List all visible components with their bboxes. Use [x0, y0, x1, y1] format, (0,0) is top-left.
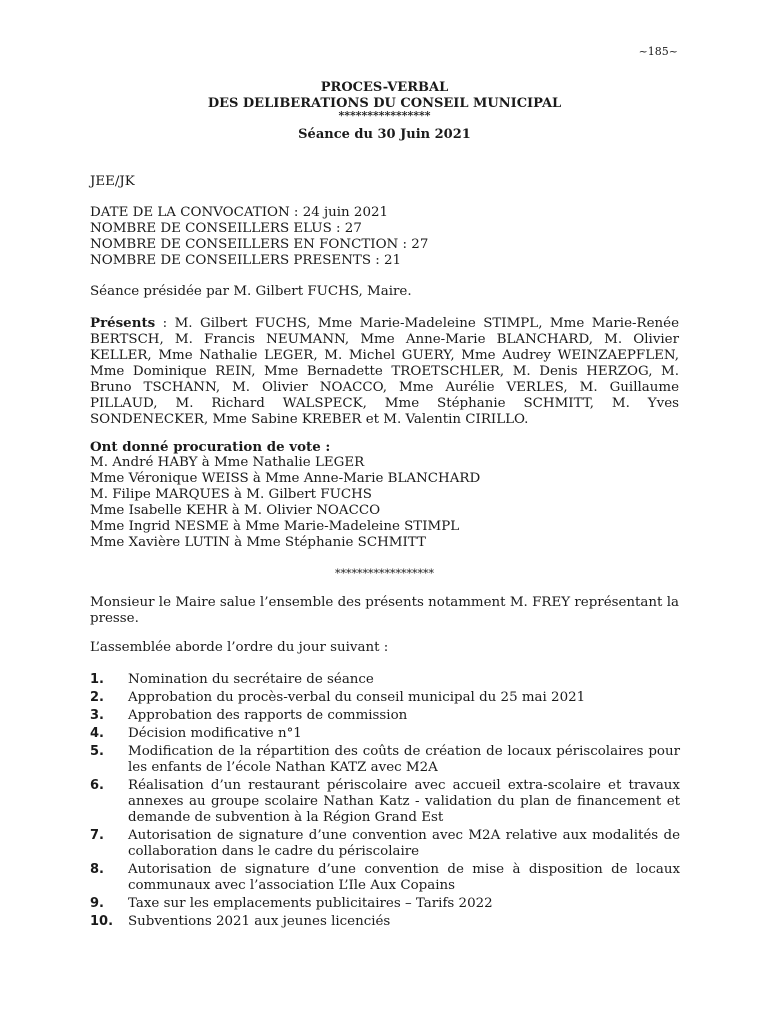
reference: JEE/JK — [90, 174, 135, 189]
agenda-item-number: 2. — [90, 690, 104, 705]
agenda-item-number: 1. — [90, 672, 104, 687]
present-count: NOMBRE DE CONSEILLERS PRESENTS : 21 — [90, 253, 402, 268]
agenda-item-text: Modification de la répartition des coûts de création de locaux périscolaires pour les enfants de l’école Nathan KATZ avec M2A — [128, 744, 680, 775]
agenda-item-text: Approbation des rapports de commission — [128, 708, 408, 723]
proxy-item: M. André HABY à Mme Nathalie LEGER — [90, 455, 365, 470]
agenda-item — [90, 828, 680, 860]
agenda-item — [90, 726, 680, 742]
agenda-item-number: 7. — [90, 828, 104, 843]
agenda-item — [90, 778, 680, 826]
presided-by: Séance présidée par M. Gilbert FUCHS, Maire. — [90, 284, 412, 299]
agenda-item-number: 3. — [90, 708, 104, 723]
agenda-item-number: 4. — [90, 726, 104, 741]
agenda-item — [90, 672, 680, 688]
agenda-item — [90, 690, 680, 706]
agenda-list — [90, 672, 680, 932]
greeting-paragraph: Monsieur le Maire salue l’ensemble des présents notamment M. FREY représentant la presse. — [90, 595, 679, 626]
agenda-item-text: Réalisation d’un restaurant périscolaire avec accueil extra-scolaire et travaux annexes au groupe scolaire Nathan Katz - validation du plan de financement et demande de subvention à la Région Grand Est — [128, 778, 680, 825]
proxy-item: Mme Isabelle KEHR à M. Olivier NOACCO — [90, 503, 381, 518]
session-date: Séance du 30 Juin 2021 — [298, 127, 471, 142]
agenda-item — [90, 744, 680, 776]
agenda-item-text: Subventions 2021 aux jeunes licenciés — [128, 914, 391, 929]
attendees-paragraph — [90, 315, 679, 428]
attendees-list: : M. Gilbert FUCHS, Mme Marie-Madeleine STIMPL, Mme Marie-Renée BERTSCH, M. Francis NEUMANN, Mme Anne-Marie BLANCHARD, M. Olivier KELLER, Mme Nathalie LEGER, M. Michel GUERY, Mme Audrey WEINZAEPFLEN, Mme Dominique REIN, Mme Bernadette TROETSCHLER, M. Denis HERZOG, M. Bruno TSCHANN, M. Olivier NOACCO, Mme Aurélie VERLES, M. Guillaume PILLAUD, M. Richard WALSPECK, Mme Stéphanie SCHMITT, M. Yves SONDENECKER, Mme Sabine KREBER et M. Valentin CIRILLO. — [90, 316, 679, 427]
section-separator: ****************** — [335, 567, 434, 580]
agenda-item-text: Autorisation de signature d’une convention avec M2A relative aux modalités de collaboration dans le cadre du périscolaire — [128, 828, 680, 859]
elected-count: NOMBRE DE CONSEILLERS ELUS : 27 — [90, 221, 362, 236]
meeting-info — [90, 205, 679, 269]
proxy-item: M. Filipe MARQUES à M. Gilbert FUCHS — [90, 487, 372, 502]
proxies-label: Ont donné procuration de vote : — [90, 439, 331, 455]
agenda-item — [90, 862, 680, 894]
document-subtitle: DES DELIBERATIONS DU CONSEIL MUNICIPAL — [207, 96, 562, 111]
attendees-label: Présents — [90, 315, 156, 331]
agenda-item-number: 10. — [90, 914, 114, 929]
agenda-item-text: Taxe sur les emplacements publicitaires – Tarifs 2022 — [128, 896, 493, 911]
agenda-item — [90, 914, 680, 930]
proxy-item: Mme Xavière LUTIN à Mme Stéphanie SCHMITT — [90, 535, 426, 550]
title-stars: **************** — [338, 109, 431, 122]
proxy-item: Mme Ingrid NESME à Mme Marie-Madeleine STIMPL — [90, 519, 460, 534]
agenda-intro: L’assemblée aborde l’ordre du jour suivant : — [90, 640, 389, 655]
proxies-section — [90, 439, 679, 551]
agenda-item-text: Approbation du procès-verbal du conseil municipal du 25 mai 2021 — [128, 690, 586, 705]
agenda-item-number: 9. — [90, 896, 104, 911]
proxy-item: Mme Véronique WEISS à Mme Anne-Marie BLANCHARD — [90, 471, 481, 486]
agenda-item-text: Autorisation de signature d’une convention de mise à disposition de locaux communaux avec l’association L’Ile Aux Copains — [128, 862, 680, 893]
agenda-item-text: Nomination du secrétaire de séance — [128, 672, 374, 687]
convocation-date: DATE DE LA CONVOCATION : 24 juin 2021 — [90, 205, 389, 220]
page-number: ~185~ — [638, 45, 678, 58]
agenda-item-number: 5. — [90, 744, 104, 759]
agenda-item-number: 6. — [90, 778, 104, 793]
agenda-item — [90, 708, 680, 724]
document-title: PROCES-VERBAL — [320, 80, 449, 95]
agenda-item-number: 8. — [90, 862, 104, 877]
agenda-item-text: Décision modificative n°1 — [128, 726, 302, 741]
in-office-count: NOMBRE DE CONSEILLERS EN FONCTION : 27 — [90, 237, 429, 252]
agenda-item — [90, 896, 680, 912]
